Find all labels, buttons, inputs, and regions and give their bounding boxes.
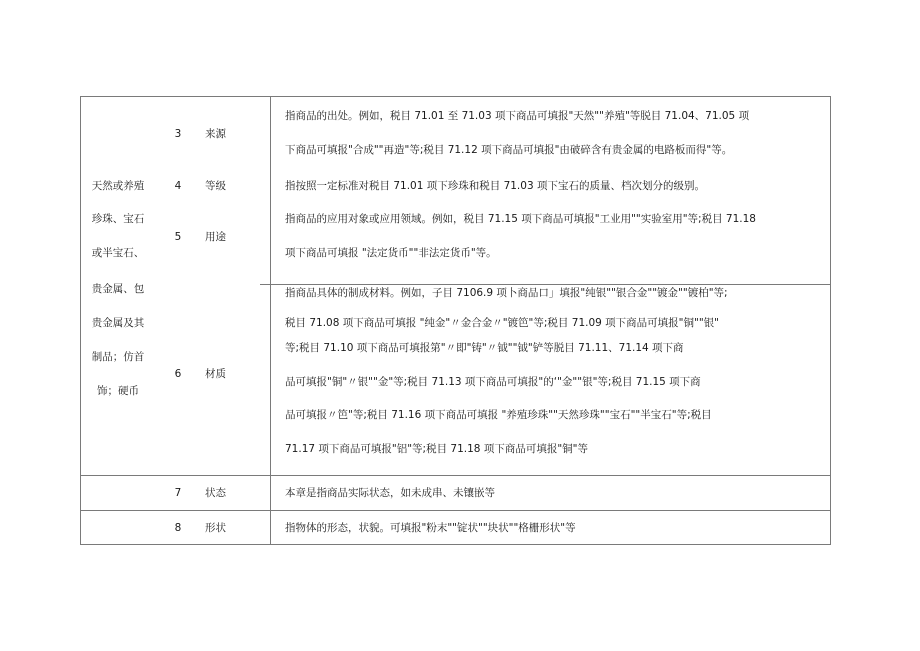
description-line: 本章是指商品实际状态，如未成串、未镶嵌等: [285, 487, 495, 499]
description-line: 项下商品可填报 "法定货币""非法定货币"等。: [285, 247, 497, 259]
description-line: 等;税目 71.10 项下商品可填报第"〃即"铸"〃钺""钺"铲等脱目 71.11、71.14 项下商: [285, 342, 684, 354]
row-number: 5: [174, 231, 182, 243]
column-divider: [270, 96, 271, 545]
description-line: 下商品可填报"合成""再造"等;税目 71.12 项下商品可填报"由破碎含有贵金属的电路板而得"等。: [285, 144, 733, 156]
description-line: 指商品具体的制成材料。例如，子目 7106.9 项卜商品口」填报"纯银""银合金""镀金""镀柏"等;: [285, 287, 728, 299]
description-line: 指物体的形态，状貌。可填报"粉末""锭状""块状""格栅形状"等: [285, 522, 576, 534]
row-number: 3: [174, 128, 182, 140]
row-number: 6: [174, 368, 182, 380]
row-number: 4: [174, 180, 182, 192]
description-line: 税目 71.08 项下商品可填报 "纯金"〃金合金〃"镀笆"等;税目 71.09 项下商品可填报"铜""银": [285, 317, 719, 329]
row-divider: [80, 510, 831, 511]
category-line: 制品；仿首: [91, 351, 145, 363]
element-name: 状态: [205, 487, 226, 499]
element-name: 等级: [205, 180, 226, 192]
row-divider: [80, 475, 831, 476]
description-line: 指商品的应用对象或应用领域。例如，税目 71.15 项下商品可填报"工业用""实验室用"等;税目 71.18: [285, 213, 756, 225]
element-name: 用途: [205, 231, 226, 243]
category-line: 或半宝石、: [91, 247, 145, 259]
description-line: 品可填报〃笆"等;税目 71.16 项下商品可填报 "养殖珍珠""天然珍珠""宝石""半宝石"等;税目: [285, 409, 712, 421]
element-name: 材质: [205, 368, 226, 380]
element-name: 形状: [205, 522, 226, 534]
element-name: 来源: [205, 128, 226, 140]
description-line: 指商品的出处。例如，税目 71.01 至 71.03 项下商品可填报"天然""养殖"等脱目 71.04、71.05 项: [285, 110, 750, 122]
row-number: 8: [174, 522, 182, 534]
category-line: 珍珠、宝石: [91, 213, 145, 225]
category-line: 贵金属、包: [91, 283, 145, 295]
description-line: 71.17 项下商品可填报"铝"等;税目 71.18 项下商品可填报"铜"等: [285, 443, 588, 455]
category-line: 饰；硬币: [97, 385, 139, 397]
category-line: 贵金属及其: [91, 317, 145, 329]
description-line: 指按照一定标准对税目 71.01 项下珍珠和税目 71.03 项下宝石的质量、档次划分的级别。: [285, 180, 705, 192]
row-divider: [260, 284, 831, 285]
description-line: 品可填报"铜"〃银""金"等;税目 71.13 项下商品可填报"的‘"金""银"等;税目 71.15 项下商: [285, 376, 701, 388]
category-line: 天然或养殖: [91, 180, 145, 192]
row-number: 7: [174, 487, 182, 499]
